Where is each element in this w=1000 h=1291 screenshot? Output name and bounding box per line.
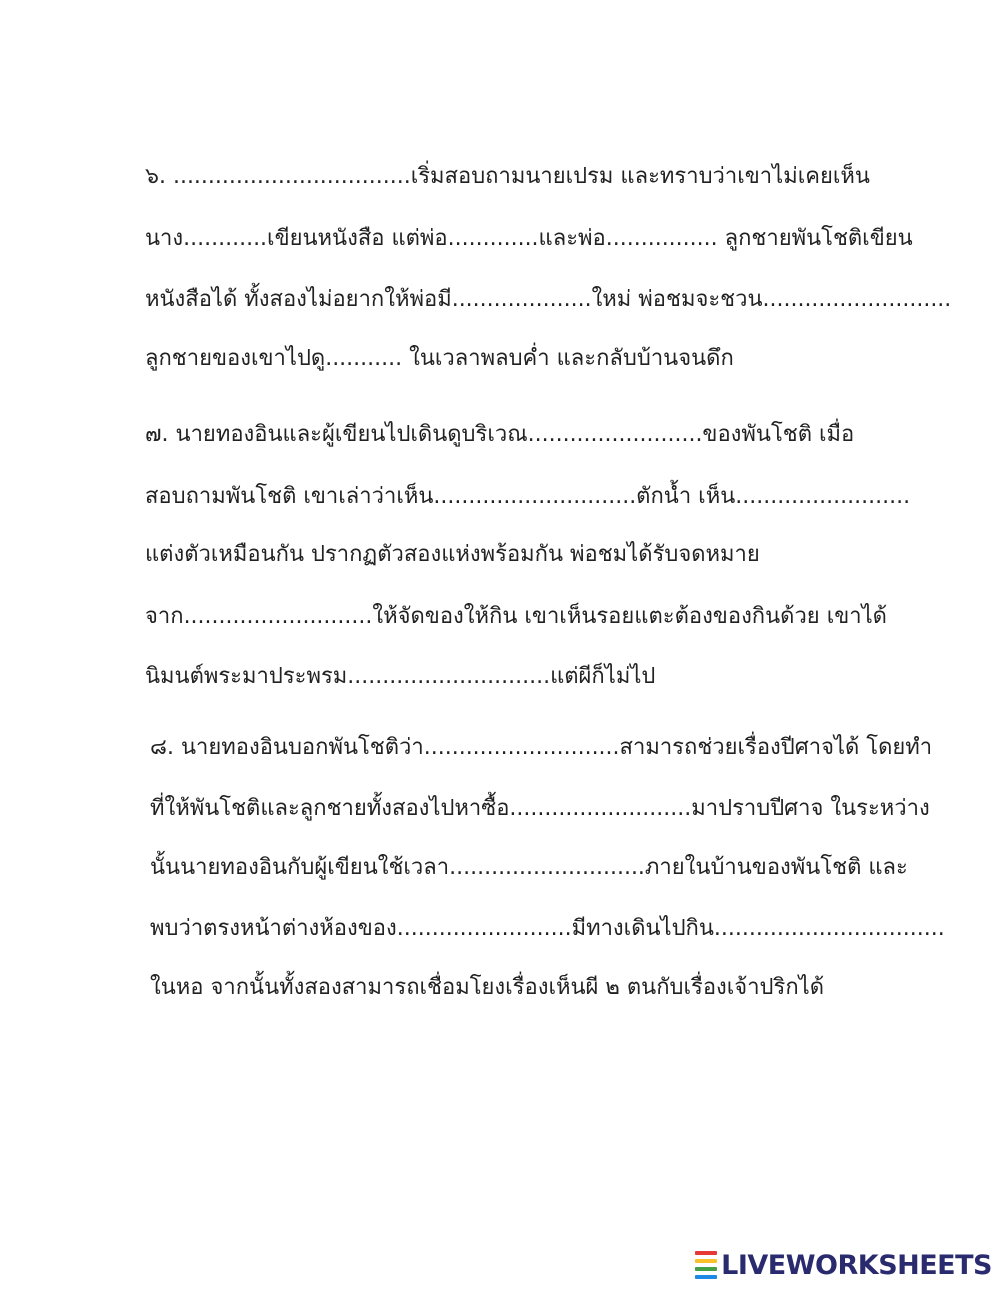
q7-line-2: สอบถามพันโชติ เขาเล่าว่าเห็น.............................ตักน้ำ เห็น......................... [145, 484, 911, 509]
q7-line-4: จาก...........................ให้จัดของให้กิน เขาเห็นรอยแตะต้องของกินด้วย เขาได้ [145, 604, 887, 629]
liveworksheets-logo-icon [695, 1251, 717, 1279]
q6-line-1: ๖. ..................................เริ่มสอบถามนายเปรม และทราบว่าเขาไม่เคยเห็น [145, 164, 870, 189]
q8-line-4: พบว่าตรงหน้าต่างห้องของ.........................มีทางเดินไปกิน................................. [150, 916, 945, 941]
q8-line-1: ๘. นายทองอินบอกพันโชติว่า............................สามารถช่วยเรื่องปีศาจได้ โดยทำ [150, 735, 933, 760]
brand-name: LIVEWORKSHEETS [721, 1249, 992, 1281]
liveworksheets-logo [695, 1249, 992, 1281]
q7-line-3: แต่งตัวเหมือนกัน ปรากฏตัวสองแห่งพร้อมกัน พ่อชมได้รับจดหมาย [145, 542, 760, 567]
q8-line-2: ที่ให้พันโชติและลูกชายทั้งสองไปหาซื้อ..........................มาปราบปีศาจ ในระหว่าง [150, 796, 930, 821]
q8-line-3: นั้นนายทองอินกับผู้เขียนใช้เวลา............................ภายในบ้านของพันโชติ และ [150, 855, 908, 880]
q8-line-5: ในหอ จากนั้นทั้งสองสามารถเชื่อมโยงเรื่องเห็นผี ๒ ตนกับเรื่องเจ้าปริกได้ [150, 975, 824, 1000]
q7-line-1: ๗. นายทองอินและผู้เขียนไปเดินดูบริเวณ.........................ของพันโชติ เมื่อ [145, 422, 855, 447]
q6-line-2: นาง............เขียนหนังสือ แต่พ่อ.............และพ่อ................ ลูกชายพันโชติเขียน [145, 226, 913, 251]
q7-line-5: นิมนต์พระมาประพรม.............................แต่ผีก็ไม่ไป [145, 664, 656, 689]
q6-line-3: หนังสือได้ ทั้งสองไม่อยากให้พ่อมี....................ใหม่ พ่อชมจะชวน........................... [145, 287, 952, 312]
q6-line-4: ลูกชายของเขาไปดู........... ในเวลาพลบค่ำ และกลับบ้านจนดึก [145, 346, 734, 371]
